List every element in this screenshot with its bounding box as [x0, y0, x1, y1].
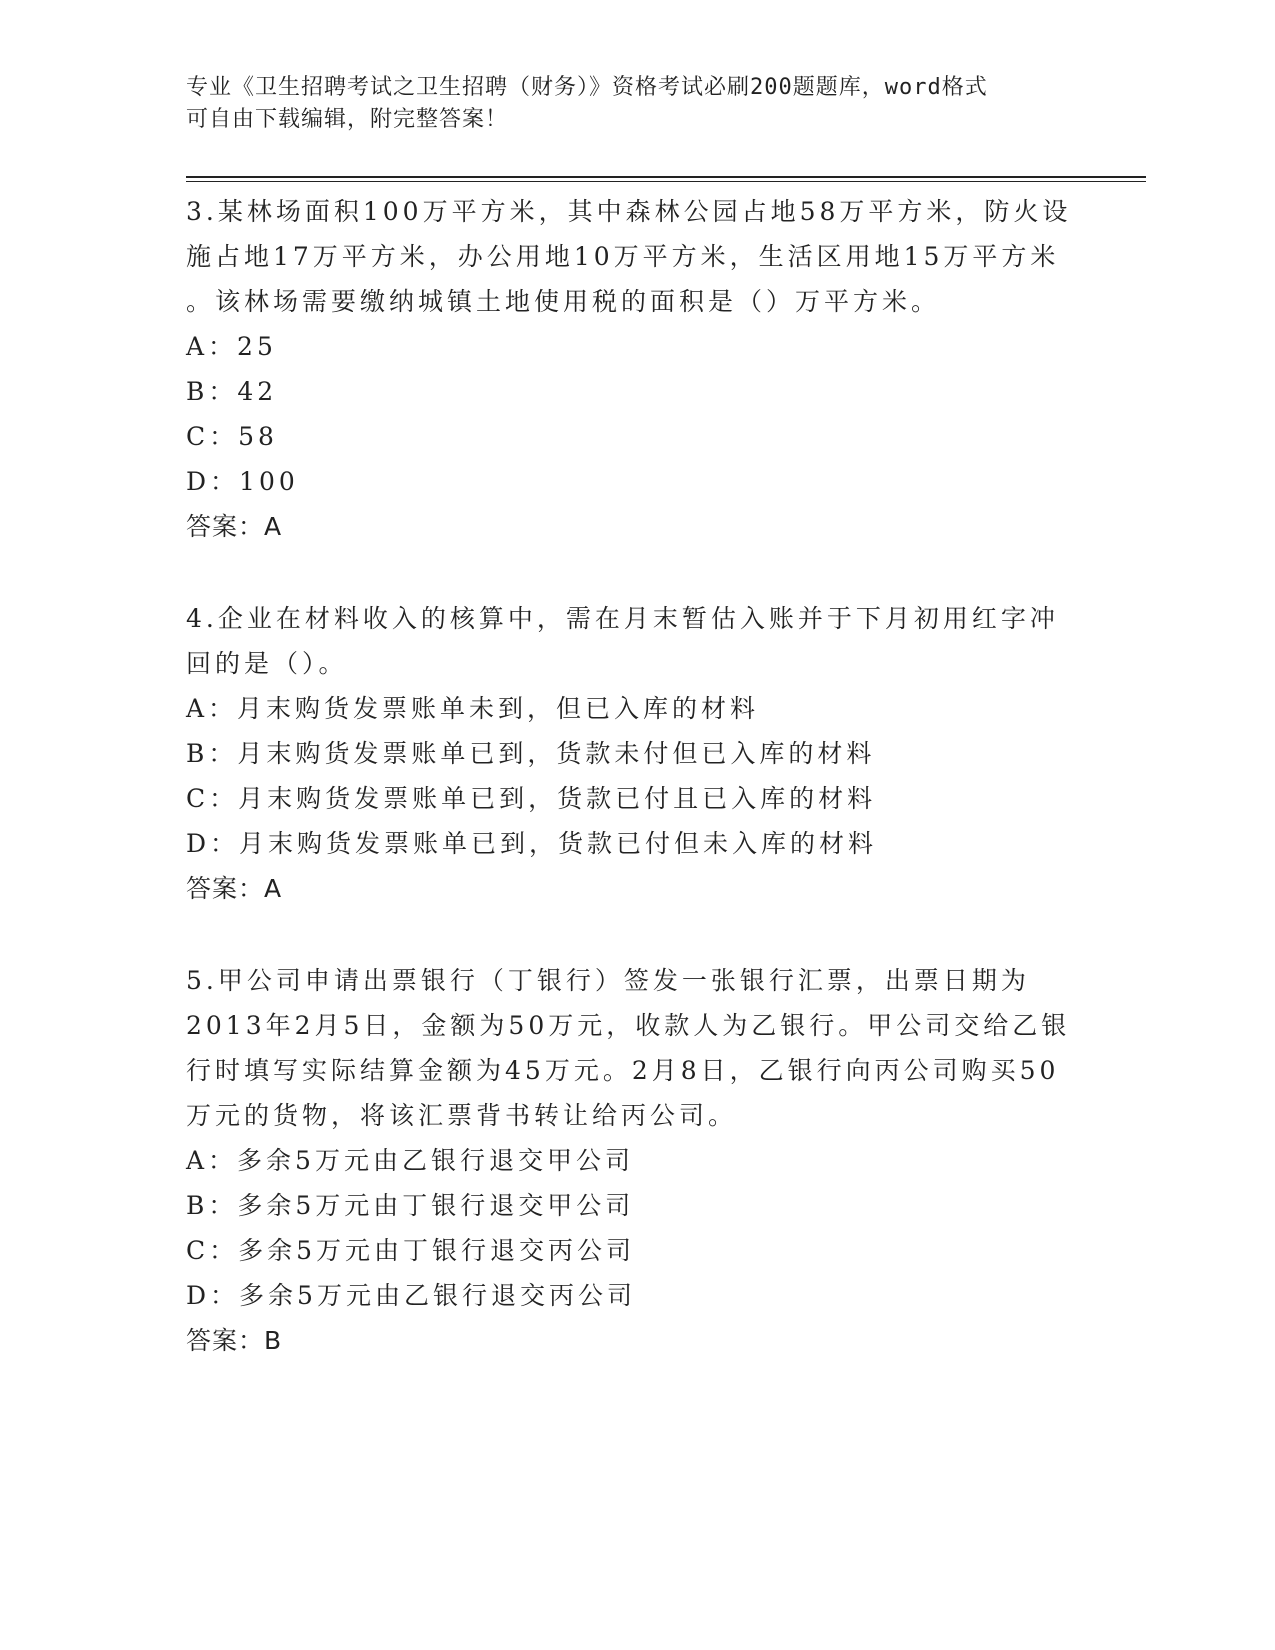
- question-text-line: 2013年2月5日，金额为50万元，收款人为乙银行。甲公司交给乙银: [186, 1011, 1071, 1040]
- option-a: A：25: [186, 332, 277, 361]
- option-d: D：多余5万元由乙银行退交丙公司: [186, 1281, 636, 1310]
- option-a: A：多余5万元由乙银行退交甲公司: [186, 1146, 634, 1175]
- answer: 答案：A: [186, 874, 283, 903]
- question-text-line: 回的是（）。: [186, 649, 348, 678]
- question-list: [186, 189, 1086, 1363]
- option-b: B：月末购货发票账单已到，货款未付但已入库的材料: [186, 739, 876, 768]
- option-d: D：100: [186, 467, 299, 496]
- question-4: [186, 596, 1086, 911]
- option-c: C：月末购货发票账单已到，货款已付且已入库的材料: [186, 784, 877, 813]
- document-header: [186, 72, 1066, 136]
- question-text-line: 3.某林场面积100万平方米，其中森林公园占地58万平方米，防火设: [186, 197, 1072, 226]
- header-divider-thin: [186, 181, 1146, 182]
- header-divider-thick: [186, 176, 1146, 178]
- question-5: [186, 958, 1086, 1363]
- option-b: B：多余5万元由丁银行退交甲公司: [186, 1191, 635, 1220]
- option-c: C：多余5万元由丁银行退交丙公司: [186, 1236, 636, 1265]
- option-c: C：58: [186, 422, 278, 451]
- question-text-line: 施占地17万平方米，办公用地10万平方米，生活区用地15万平方米: [186, 242, 1060, 271]
- option-a: A：月末购货发票账单未到，但已入库的材料: [186, 694, 760, 723]
- question-3: [186, 189, 1086, 549]
- answer: 答案：B: [186, 1326, 283, 1355]
- header-line: 专业《卫生招聘考试之卫生招聘（财务）》资格考试必刷200题题库，word格式: [186, 75, 988, 100]
- question-text-line: 。该林场需要缴纳城镇土地使用税的面积是（）万平方米。: [186, 287, 941, 316]
- question-spacer: [186, 549, 1086, 596]
- option-b: B：42: [186, 377, 278, 406]
- option-d: D：月末购货发票账单已到，货款已付但未入库的材料: [186, 829, 878, 858]
- answer: 答案：A: [186, 512, 283, 541]
- question-text-line: 5.甲公司申请出票银行（丁银行）签发一张银行汇票，出票日期为: [186, 966, 1030, 995]
- header-line: 可自由下载编辑，附完整答案！: [186, 107, 509, 132]
- question-text-line: 行时填写实际结算金额为45万元。2月8日，乙银行向丙公司购买50: [186, 1056, 1060, 1085]
- question-text-line: 4.企业在材料收入的核算中，需在月末暂估入账并于下月初用红字冲: [186, 604, 1059, 633]
- question-spacer: [186, 911, 1086, 958]
- question-text-line: 万元的货物，将该汇票背书转让给丙公司。: [186, 1101, 738, 1130]
